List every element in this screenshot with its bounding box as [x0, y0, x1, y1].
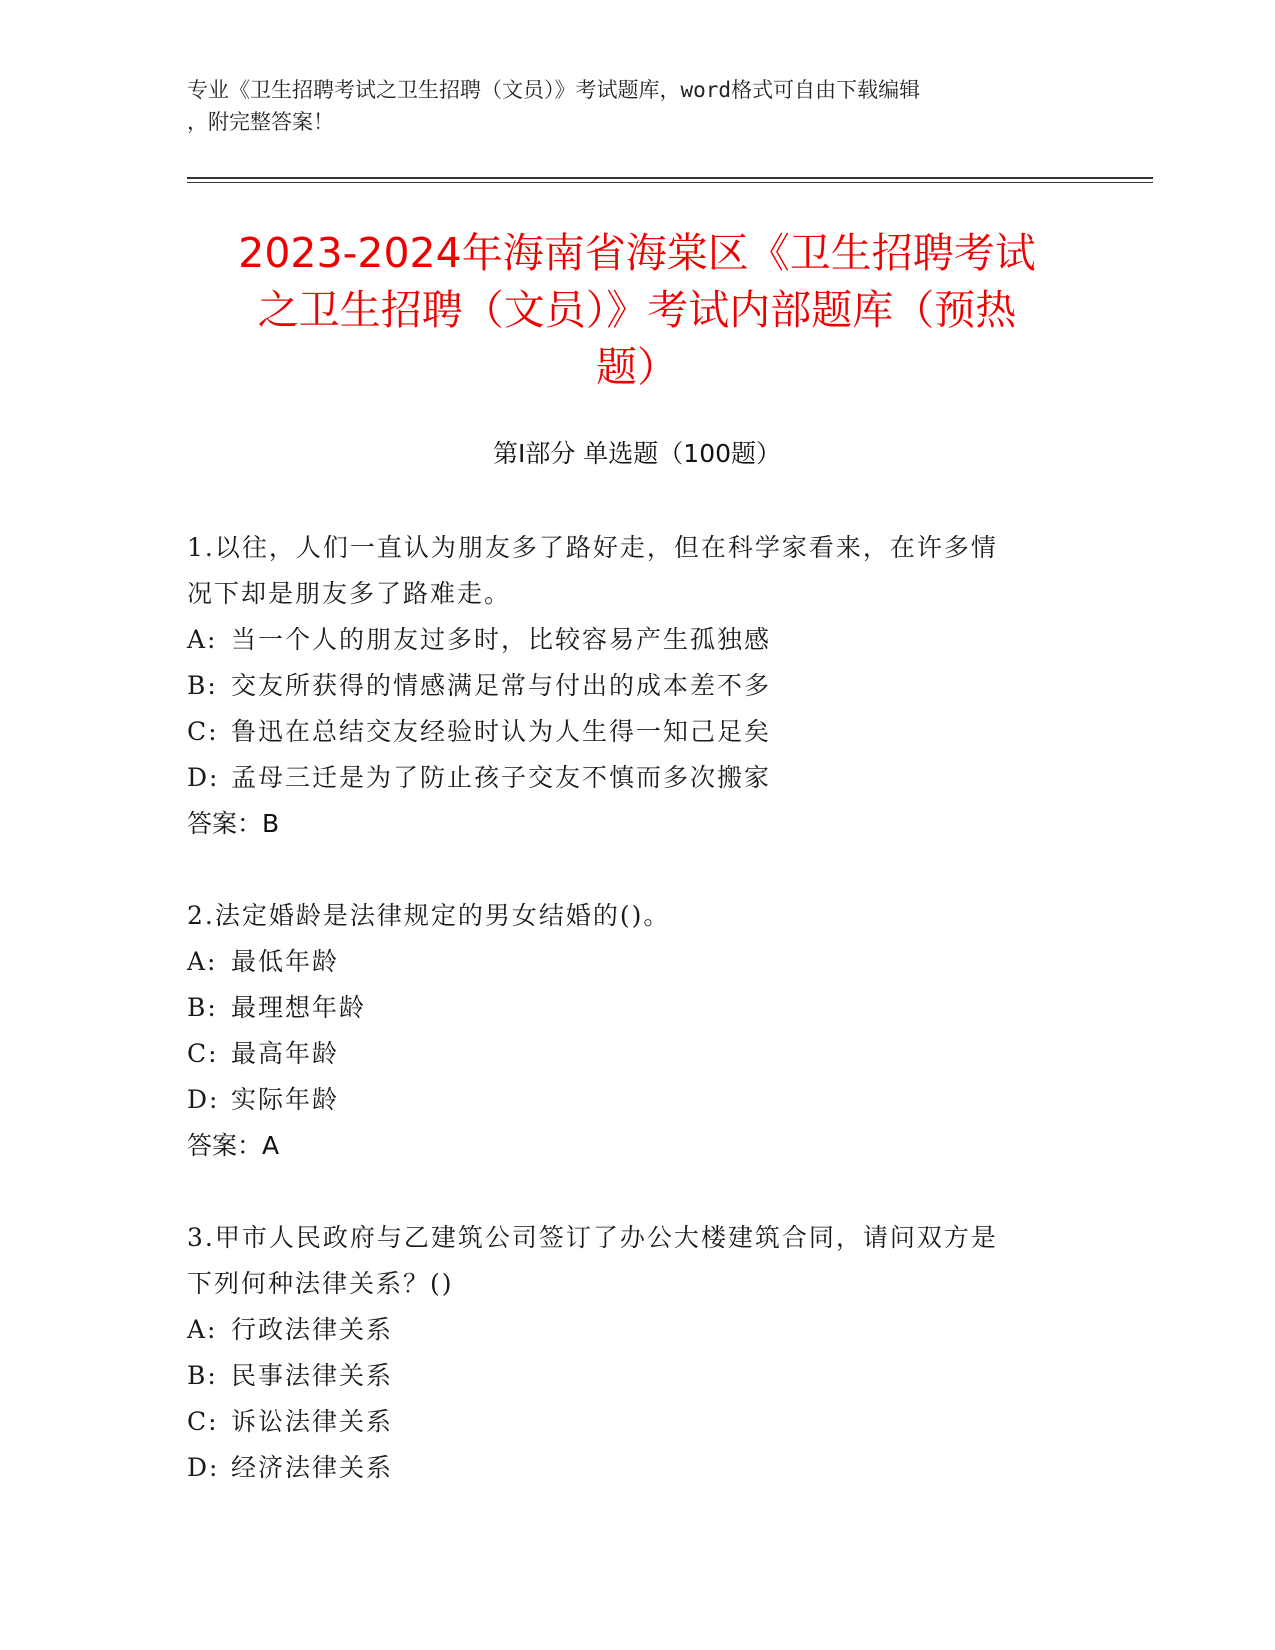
- header-note-line1: 专业《卫生招聘考试之卫生招聘（文员）》考试题库，word格式可自由下载编辑: [187, 78, 921, 102]
- option-d: [187, 755, 1067, 801]
- option-letter: B:: [187, 671, 218, 700]
- option-letter: C:: [187, 1407, 219, 1436]
- option-text: 最理想年龄: [231, 993, 367, 1022]
- title-line1: 2023-2024年海南省海棠区《卫生招聘考试: [238, 229, 1036, 277]
- option-b: [187, 985, 1067, 1031]
- title-line2: 之卫生招聘（文员）》考试内部题库（预热: [257, 286, 1017, 334]
- question-list: [187, 525, 1067, 1537]
- question-stem-line1: 3.甲市人民政府与乙建筑公司签订了办公大楼建筑合同，请问双方是: [187, 1223, 998, 1252]
- title-line3: 题）: [596, 343, 678, 391]
- question-2: [187, 893, 1067, 1169]
- answer-line: [187, 1123, 1067, 1169]
- option-text: 当一个人的朋友过多时，比较容易产生孤独感: [231, 625, 772, 654]
- question-stem-line2: 况下却是朋友多了路难走。: [187, 579, 512, 608]
- option-letter: A:: [187, 1315, 218, 1344]
- section-heading: 第I部分 单选题（100题）: [492, 439, 782, 468]
- option-letter: C:: [187, 1039, 219, 1068]
- option-letter: D:: [187, 1085, 220, 1114]
- option-letter: A:: [187, 947, 218, 976]
- answer-label: 答案：: [187, 1131, 263, 1160]
- option-c: [187, 709, 1067, 755]
- option-c: [187, 1031, 1067, 1077]
- question-3: [187, 1215, 1067, 1491]
- option-text: 实际年龄: [231, 1085, 340, 1114]
- option-a: [187, 939, 1067, 985]
- option-text: 行政法律关系: [231, 1315, 394, 1344]
- option-text: 诉讼法律关系: [231, 1407, 394, 1436]
- option-letter: C:: [187, 717, 219, 746]
- document-title: [187, 225, 1087, 396]
- option-letter: D:: [187, 763, 220, 792]
- option-text: 交友所获得的情感满足常与付出的成本差不多: [231, 671, 772, 700]
- question-1: [187, 525, 1067, 847]
- option-letter: D:: [187, 1453, 220, 1482]
- answer-value: B: [262, 809, 280, 838]
- header-note: [187, 74, 1087, 138]
- option-c: [187, 1399, 1067, 1445]
- option-letter: A:: [187, 625, 218, 654]
- header-divider-thick: [187, 177, 1153, 179]
- option-text: 最高年龄: [231, 1039, 340, 1068]
- option-text: 鲁迅在总结交友经验时认为人生得一知己足矣: [231, 717, 772, 746]
- option-b: [187, 1353, 1067, 1399]
- answer-value: A: [262, 1131, 280, 1160]
- option-a: [187, 1307, 1067, 1353]
- option-letter: B:: [187, 1361, 218, 1390]
- question-stem-line2: 下列何种法律关系？(): [187, 1269, 454, 1298]
- option-text: 孟母三迁是为了防止孩子交友不慎而多次搬家: [231, 763, 772, 792]
- question-stem-line1: 1.以往，人们一直认为朋友多了路好走，但在科学家看来，在许多情: [187, 533, 998, 562]
- option-text: 最低年龄: [231, 947, 340, 976]
- option-d: [187, 1445, 1067, 1491]
- question-stem-line1: 2.法定婚龄是法律规定的男女结婚的()。: [187, 901, 671, 930]
- option-b: [187, 663, 1067, 709]
- option-letter: B:: [187, 993, 218, 1022]
- option-text: 经济法律关系: [231, 1453, 394, 1482]
- header-note-line2: ，附完整答案！: [187, 110, 334, 134]
- header-divider-thin: [187, 182, 1153, 183]
- option-a: [187, 617, 1067, 663]
- option-text: 民事法律关系: [231, 1361, 394, 1390]
- option-d: [187, 1077, 1067, 1123]
- answer-label: 答案：: [187, 809, 263, 838]
- answer-line: [187, 801, 1067, 847]
